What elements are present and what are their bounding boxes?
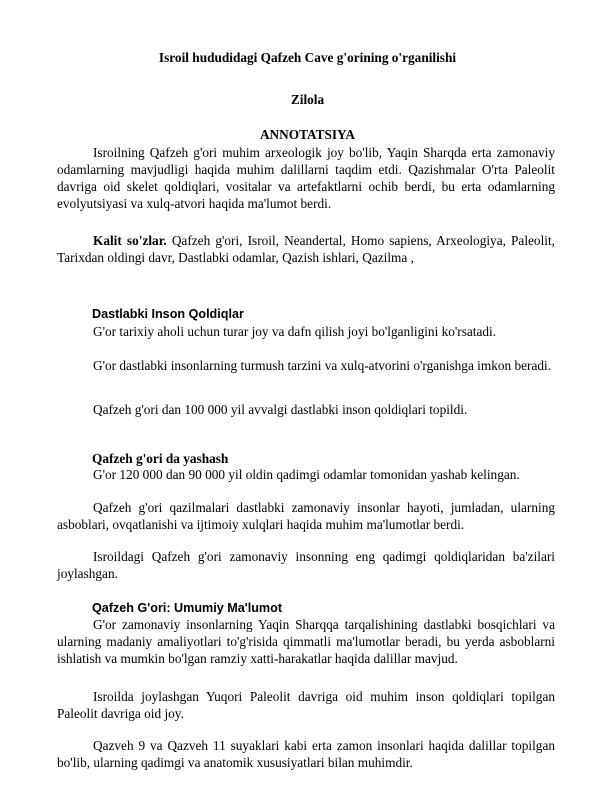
keywords-label: Kalit so'zlar.: [93, 233, 167, 248]
abstract-heading: ANNOTATSIYA: [259, 127, 356, 142]
section-paragraph: Qazveh 9 va Qazveh 11 suyaklari kabi erta zamon insonlari haqida dalillar topilgan bo'lib, ularning qadimgi va anatomik xususiyatlari bilan muhimdir.: [57, 738, 555, 770]
author-name: Zilola: [290, 92, 325, 107]
section-paragraph: Qafzeh g'ori qazilmalari dastlabki zamonaviy insonlar hayoti, jumladan, ularning asboblari, ovqatlanishi va ijtimoiy xulqlari haqida muhim ma'lumotlar berdi.: [57, 500, 555, 532]
keywords-paragraph: [57, 232, 555, 266]
section-paragraph: G'or dastlabki insonlarning turmush tarzini va xulq-atvorini o'rganishga imkon beradi.: [93, 358, 552, 373]
section-paragraph: G'or tarixiy aholi uchun turar joy va dafn qilish joyi bo'lganligini ko'rsatadi.: [93, 324, 497, 339]
section-paragraph: Isroildagi Qafzeh g'ori zamonaviy insonning eng qadimgi qoldiqlaridan ba'zilari joylashgan.: [57, 549, 555, 581]
section-heading: Dastlabki Inson Qoldiqlar: [92, 307, 244, 321]
section-heading: Qafzeh G'ori: Umumiy Ma'lumot: [92, 601, 283, 615]
keywords-text: Qafzeh g'ori, Isroil, Neandertal, Homo sapiens, Arxeologiya, Paleolit, Tarixdan oldingi davr, Dastlabki odamlar, Qazish ishlari, Qazilma ,: [57, 233, 555, 265]
section-paragraph: G'or 120 000 dan 90 000 yil oldin qadimgi odamlar tomonidan yashab kelingan.: [93, 467, 520, 482]
document-title: Isroil hududidagi Qafzeh Cave g'orining o'rganilishi: [158, 50, 457, 65]
section-paragraph: G'or zamonaviy insonlarning Yaqin Sharqqa tarqalishining dastlabki bosqichlari va ularning madaniy amaliyotlari to'g'risida qimmatli ma'lumotlar beradi, bu yerda asboblarni ishlatish va mumkin bo'lgan ramziy xatti-harakatlar haqida dalillar mavjud.: [57, 617, 555, 666]
section-paragraph: Qafzeh g'ori dan 100 000 yil avvalgi dastlabki inson qoldiqlari topildi.: [93, 402, 468, 417]
section-heading: Qafzeh g'ori da yashash: [92, 451, 229, 466]
abstract-paragraph: Isroilning Qafzeh g'ori muhim arxeologik joy bo'lib, Yaqin Sharqda erta zamonaviy odamlarning mavjudligi haqida muhim dalillarni taqdim etdi. Qazishmalar O'rta Paleolit davriga oid skelet qoldiqlari, vositalar va artefaktlarni ochib berdi, bu erta odamlarning evolyutsiyasi va xulq-atvori haqida ma'lumot berdi.: [57, 145, 555, 211]
section-paragraph: Isroilda joylashgan Yuqori Paleolit davriga oid muhim inson qoldiqlari topilgan Paleolit davriga oid joy.: [57, 689, 555, 721]
